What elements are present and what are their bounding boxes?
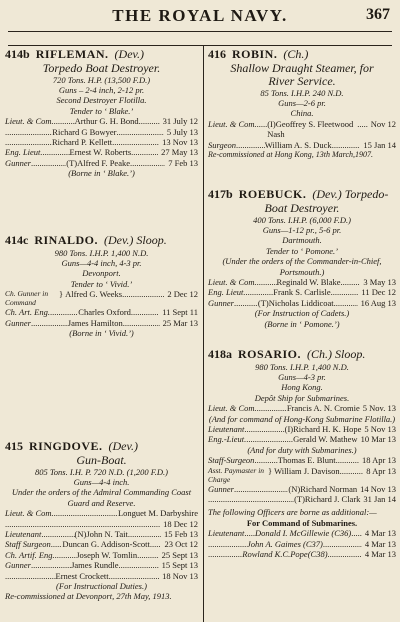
ship-division: (Dev.) Torpedo-	[312, 187, 389, 201]
ship-tender: Tender to ‘ Pomone.’	[266, 245, 338, 256]
ship-tender: Tender to ‘ Blake.’	[69, 105, 134, 116]
ship-spec: 805 Tons. I.H. P. 720 N.D. (1,200 F.D.)	[34, 466, 169, 477]
entry-number: 414b	[5, 47, 30, 61]
officer-row: Ch. Artif. Eng. ..... Joseph W. Tomlin ..... 25 Sept 13	[5, 550, 198, 560]
ship-guns: Guns—4-4 inch.	[73, 476, 130, 487]
officer-row: Lieut. & Com. ..... Longuet M. Darbyshire	[5, 508, 198, 518]
ship-spec: 980 Tons. I.H.P. 1,400 N.D.	[54, 247, 149, 258]
entry-heading	[208, 348, 396, 362]
officer-row: Asst. Paymaster in Charge } William J. Davison ..... 8 Apr 13	[208, 466, 396, 484]
officer-row: Surgeon ..... William A. S. Duck ..... 15 Jan 14	[208, 140, 396, 150]
entry-robin	[208, 48, 396, 160]
ship-spec: 85 Tons. I.H.P. 240 N.D.	[260, 87, 344, 98]
ship-division: (Dev.) Sloop.	[104, 233, 167, 247]
officer-row: Lieut. & Com. ..... Reginald W. Blake ..... 3 May 13	[208, 277, 396, 287]
entry-heading	[208, 188, 396, 202]
ship-station: Dartmouth.	[282, 235, 322, 246]
ship-station: Hong Kong.	[281, 382, 323, 393]
ship-division: (Dev.)	[108, 439, 138, 453]
ship-type-line1: Shallow Draught Steamer, for	[230, 60, 374, 75]
ship-orders: (Under the orders of the Commander-in-Chief, Portsmouth.)	[222, 256, 382, 277]
left-column	[5, 48, 198, 620]
borne-note: (Borne in ‘ Vivid.’)	[69, 327, 134, 338]
officer-row: Lieutenant ..... (N)John N. Tait ..... 15 Feb 13	[5, 529, 198, 539]
borne-note: (Borne in ‘ Pomone.’)	[264, 318, 340, 329]
entry-rifleman	[5, 48, 198, 179]
ship-name: RINALDO.	[34, 233, 98, 247]
ship-depot: Depôt Ship for Submarines.	[254, 392, 350, 403]
ship-guns: Guns—1-12 pr., 5-6 pr.	[262, 224, 342, 235]
ship-station: China.	[290, 108, 314, 119]
ship-spec: 980 Tons. I.H.P. 1,400 N.D.	[255, 361, 349, 372]
ship-orders: Under the orders of the Admiral Commanding Coast Guard and Reserve.	[11, 487, 192, 508]
additional-note: The following Officers are borne as additional:—	[208, 507, 377, 518]
entry-heading	[5, 440, 198, 454]
ship-name: ROBIN.	[232, 47, 278, 61]
ship-type: Gun-Boat.	[76, 452, 127, 467]
header-rule-top	[8, 31, 392, 32]
ship-division: (Ch.) Sloop.	[307, 347, 366, 361]
officer-row: Gunner ..... James Rundle ..... 15 Sept 13	[5, 560, 198, 570]
ship-guns: Guns—4-4 inch, 4-3 pr.	[61, 257, 142, 268]
ship-station: Devonport.	[82, 268, 121, 279]
officer-row: Staff-Surgeon ..... Thomas E. Blunt ..... 18 Apr 13	[208, 455, 396, 465]
officer-row: Staff Surgeon ..... Duncan G. Addison-Scott ..... 23 Oct 12	[5, 539, 198, 549]
entry-heading	[5, 234, 198, 248]
page-number: 367	[366, 6, 390, 23]
recommission-note: Re-commissioned at Hong Kong, 13th March,1907.	[208, 149, 374, 159]
officer-row: ..... Richard P. Kellett ..... 13 Nov 13	[5, 137, 198, 147]
ship-spec: 400 Tons. I.H.P. (6,000 F.D.)	[253, 214, 351, 225]
officer-row: Lieut. & Com. ..... Arthur G. H. Bond ..... 31 July 12	[5, 116, 198, 126]
page-header	[8, 4, 392, 30]
officer-row: ..... Ernest Crockett ..... 18 Nov 13	[5, 571, 198, 581]
submarines-heading: For Command of Submarines.	[246, 517, 358, 528]
ship-guns: Guns – 2-4 inch, 2-12 pr.	[58, 84, 145, 95]
officer-row: Gunner ..... (T)Nicholas Liddicoat ..... 16 Aug 13	[208, 298, 396, 308]
entry-heading	[208, 48, 396, 62]
ship-name: RIFLEMAN.	[35, 47, 109, 61]
entry-number: 415	[5, 439, 23, 453]
officer-row: Lieut. & Com. ..... Francis A. N. Cromie 5 Nov. 13	[208, 403, 396, 413]
entry-number: 414c	[5, 233, 29, 247]
ship-type-line2: River Service.	[268, 73, 336, 88]
ship-flotilla: Second Destroyer Flotilla.	[56, 95, 147, 106]
ship-name: RINGDOVE.	[29, 439, 103, 453]
ship-guns: Guns—2-6 pr.	[278, 97, 326, 108]
officer-row: Lieutenant ..... Donald I. McGillewie (C36) ..... 4 Mar 13	[208, 528, 396, 538]
entry-ringdove	[5, 440, 198, 602]
officer-row: ..... Rowland K.C.Pope(C38) ..... 4 Mar 13	[208, 549, 396, 559]
entry-number: 417b	[208, 187, 233, 201]
right-column	[208, 48, 396, 620]
ship-type: Boat Destroyer.	[264, 200, 340, 215]
entry-number: 416	[208, 47, 226, 61]
ship-name: ROSARIO.	[238, 347, 302, 361]
ship-division: (Dev.)	[114, 47, 144, 61]
recommission-note: Re-commissioned at Devonport, 27th May, 1913.	[5, 591, 172, 602]
officer-row: ..... 18 Dec 12	[5, 519, 198, 529]
header-rule-bottom	[8, 45, 392, 46]
officer-row: Lieutenant ..... (I)Richard H. K. Hope 5 Nov 13	[208, 424, 396, 434]
entry-number: 418a	[208, 347, 232, 361]
entry-heading	[5, 48, 198, 62]
officer-row: Lieut. & Com. ..... (I)Geoffrey S. Fleetwood Nash ..... Nov 12	[208, 119, 396, 140]
instruction-note: (For Instruction of Cadets.)	[254, 308, 350, 319]
borne-note: (Borne in ‘ Blake.’)	[68, 168, 135, 179]
ship-division: (Ch.)	[283, 47, 309, 61]
ship-spec: 720 Tons. H.P. (13,500 F.D.)	[52, 74, 151, 85]
duty-note: (For Instructional Duties.)	[56, 580, 147, 591]
officer-row: ..... John A. Gaimes (C37) ..... 4 Mar 13	[208, 539, 396, 549]
column-divider	[203, 46, 204, 622]
entry-rosario	[208, 348, 396, 559]
ship-type: Torpedo Boat Destroyer.	[42, 60, 161, 75]
ship-name: ROEBUCK.	[238, 187, 307, 201]
ship-guns: Guns—4-3 pr.	[278, 371, 326, 382]
officer-row: Ch. Gunner in Command } Alfred G. Weeks ..... 2 Dec 12	[5, 289, 198, 307]
ship-tender: Tender to ‘ Vivid.’	[70, 278, 133, 289]
officer-row: ..... Richard G Bowyer ..... 5 July 13	[5, 127, 198, 137]
officer-row: Gunner ..... (N)Richard Norman 14 Nov 13	[208, 484, 396, 494]
entry-rinaldo	[5, 234, 198, 338]
running-title: THE ROYAL NAVY.	[112, 6, 288, 25]
officer-row: Ch. Art. Eng. ..... Charles Oxford ..... 11 Sept 11	[5, 307, 198, 317]
officer-row: ..... (T)Richard J. Clark 31 Jan 14	[208, 494, 396, 504]
officer-row: Eng. Lieut. ..... Frank S. Carlisle ..... 11 Dec 12	[208, 287, 396, 297]
officer-row: Eng. Lieut. ..... Ernest W. Roberts ..... 27 May 13	[5, 147, 198, 157]
officer-row: Eng.-Lieut. ..... Gerald W. Mathew 10 Mar 13	[208, 434, 396, 444]
entry-roebuck	[208, 188, 396, 329]
officer-row: Gunner ..... James Hamilton ..... 25 Mar 13	[5, 318, 198, 328]
duty-note: (And for duty with Submarines.)	[247, 444, 357, 455]
officer-row: Gunner ..... (T)Alfred F. Peake ..... 7 Feb 13	[5, 158, 198, 168]
command-note: (And for command of Hong-Kong Submarine Flotilla.)	[208, 413, 396, 424]
